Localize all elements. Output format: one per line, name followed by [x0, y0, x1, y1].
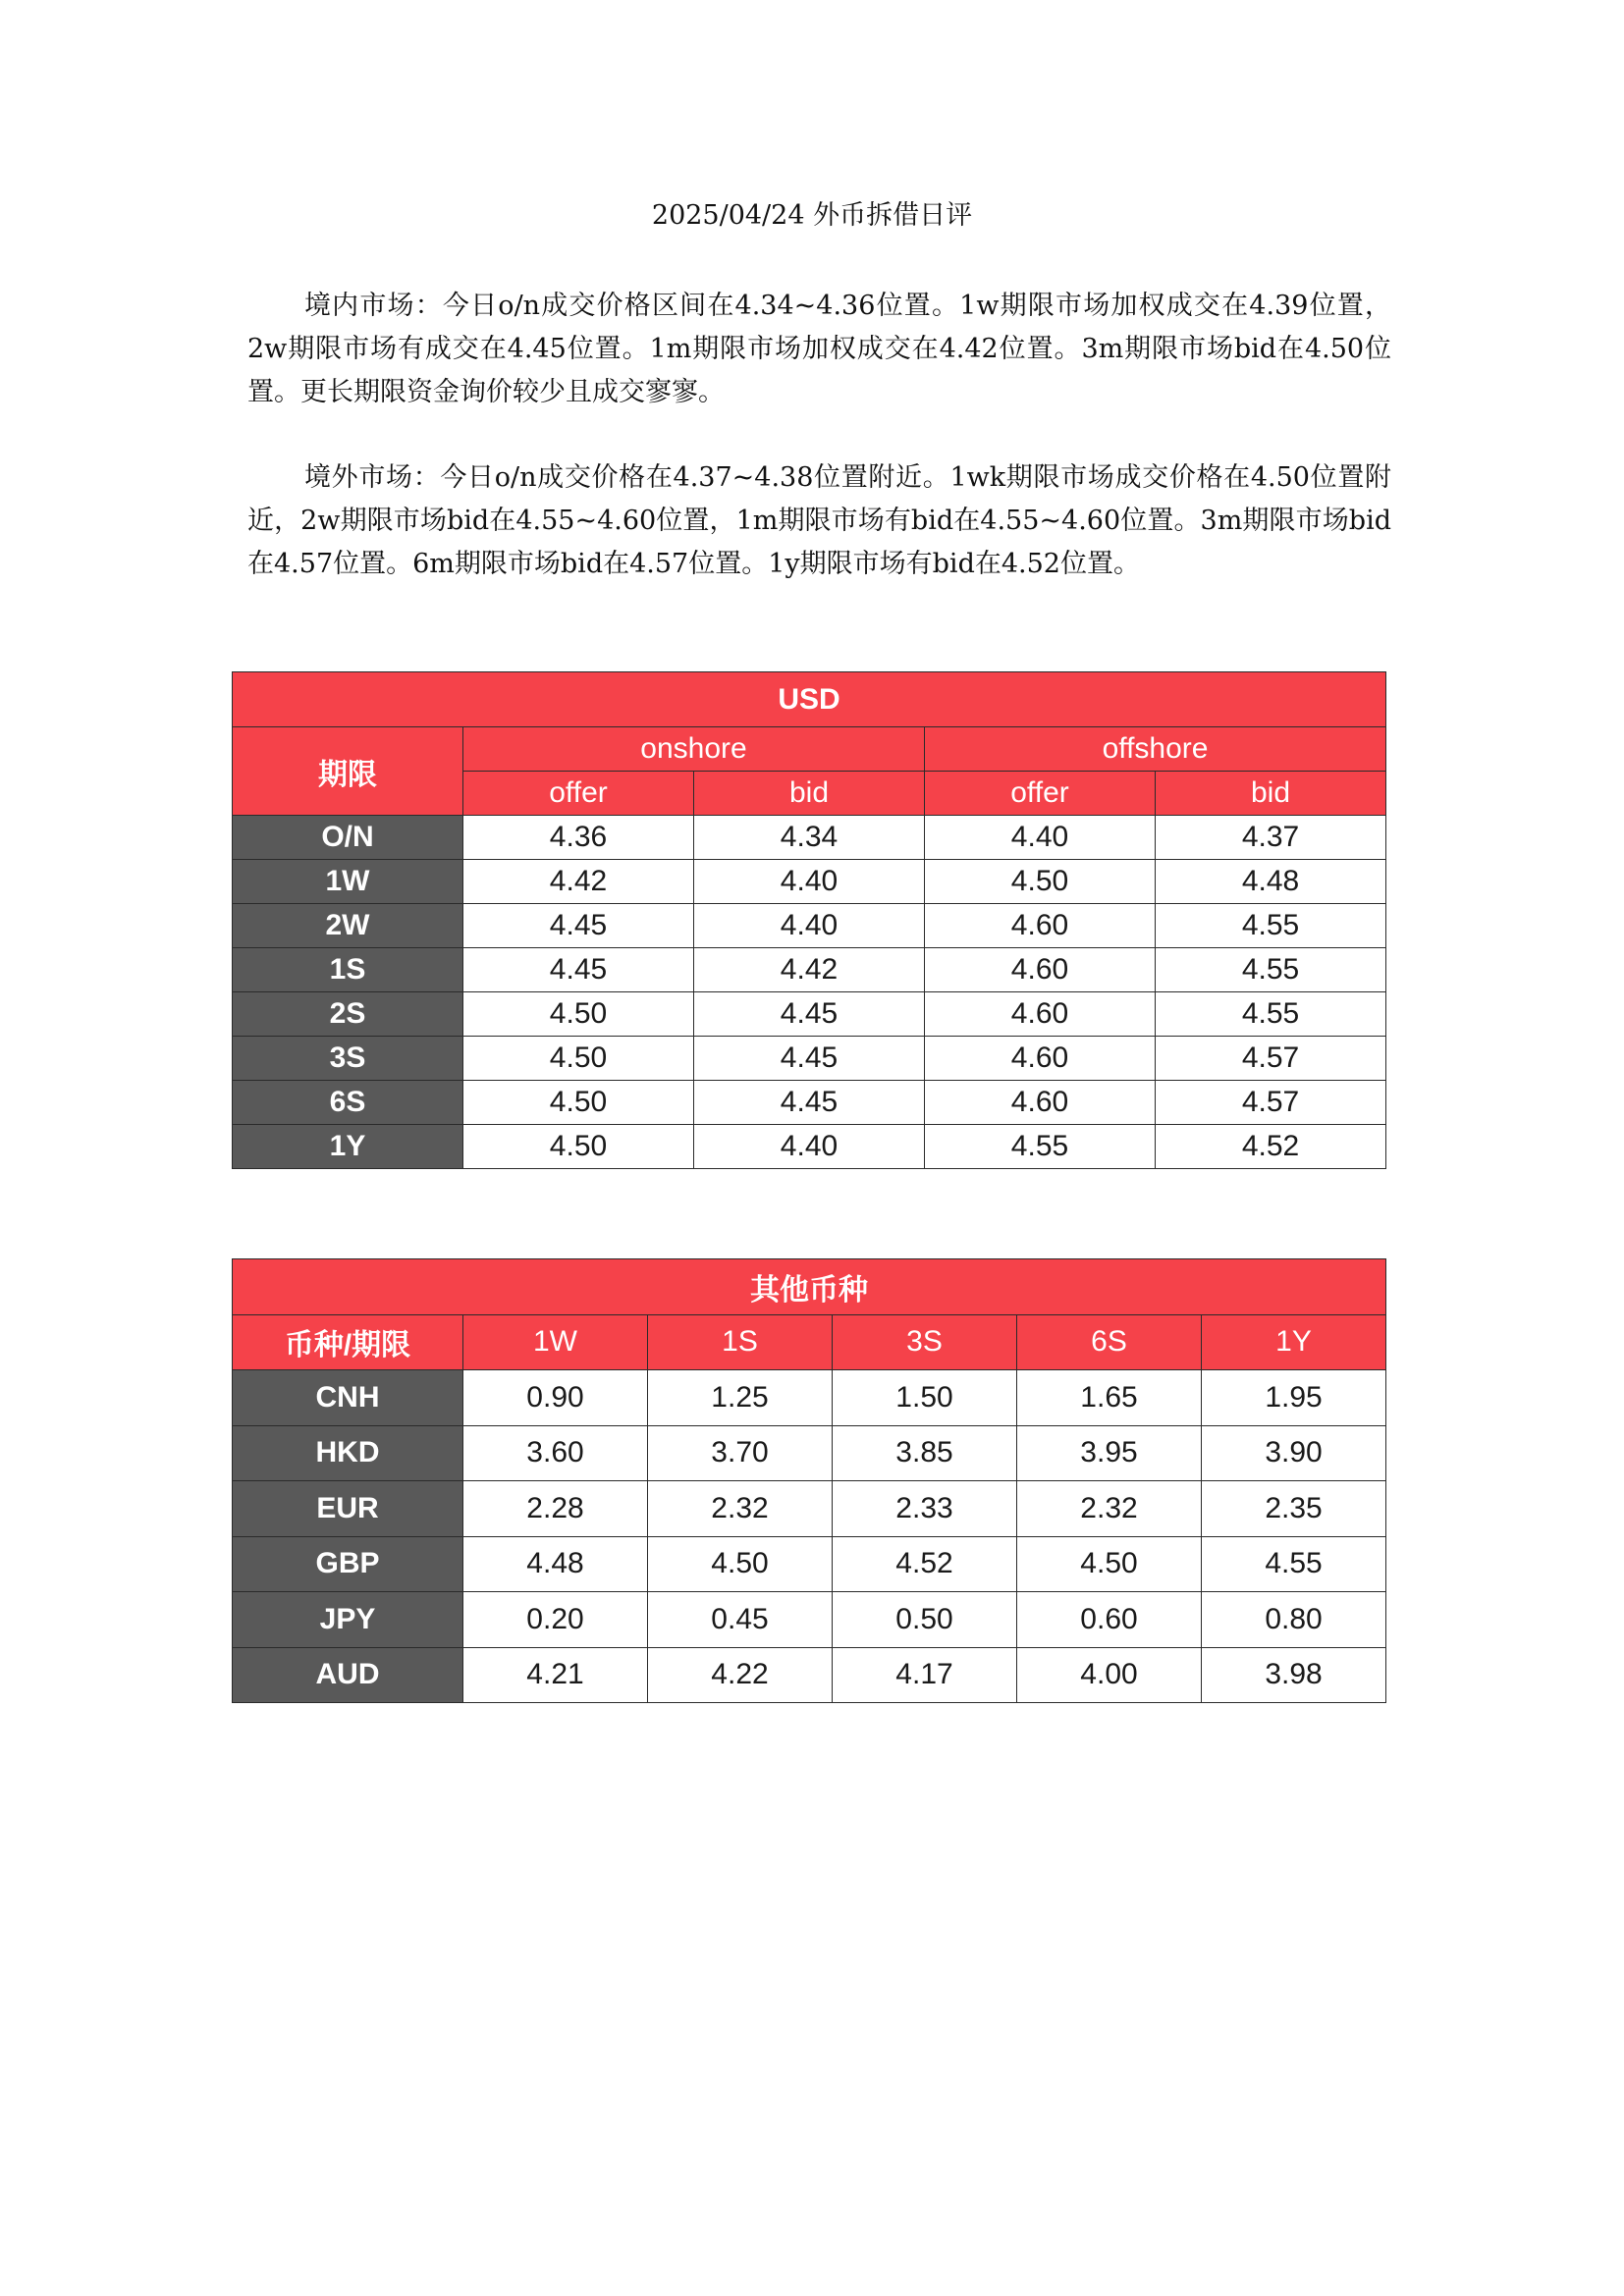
usd-table-row: [233, 948, 1386, 992]
onshore-group-header: onshore: [463, 727, 925, 772]
rate-cell: 4.55: [1156, 904, 1386, 948]
rate-cell: 4.55: [1156, 992, 1386, 1037]
rate-cell: 0.90: [463, 1370, 648, 1426]
rate-cell: 4.50: [463, 992, 694, 1037]
currency-cell: EUR: [233, 1481, 463, 1537]
currency-table-row: [233, 1647, 1386, 1703]
usd-table-row: [233, 816, 1386, 860]
term-cell: O/N: [233, 816, 463, 860]
rate-cell: 3.60: [463, 1425, 648, 1481]
rate-cell: 4.55: [1202, 1536, 1386, 1592]
term-cell: 3S: [233, 1037, 463, 1081]
rate-cell: 4.45: [463, 904, 694, 948]
term-cell: 1Y: [233, 1125, 463, 1169]
usd-table-row: [233, 992, 1386, 1037]
currency-cell: GBP: [233, 1536, 463, 1592]
rate-cell: 4.55: [925, 1125, 1156, 1169]
rate-cell: 4.50: [463, 1037, 694, 1081]
term-cell: 2S: [233, 992, 463, 1037]
onshore-offer-header: offer: [463, 772, 694, 816]
rate-cell: 4.45: [694, 1037, 925, 1081]
rate-cell: 4.60: [925, 1081, 1156, 1125]
rate-cell: 4.60: [925, 1037, 1156, 1081]
rate-cell: 4.52: [833, 1536, 1017, 1592]
rate-cell: 4.21: [463, 1647, 648, 1703]
rate-cell: 4.45: [694, 1081, 925, 1125]
rate-cell: 4.50: [463, 1081, 694, 1125]
rate-cell: 4.42: [694, 948, 925, 992]
rate-cell: 3.95: [1017, 1425, 1202, 1481]
rate-cell: 0.50: [833, 1592, 1017, 1648]
rate-cell: 4.45: [694, 992, 925, 1037]
offshore-market-paragraph: 境外市场：今日o/n成交价格在4.37~4.38位置附近。1wk期限市场成交价格在4.50位置附近，2w期限市场bid在4.55~4.60位置，1m期限市场有bid在4.55~4.60位置。3m期限市场bid在4.57位置。6m期限市场bid在4.57位置。1y期限市场有bid在4.52位置。: [247, 462, 1391, 579]
rate-cell: 0.45: [648, 1592, 833, 1648]
rate-cell: 4.50: [1017, 1536, 1202, 1592]
rate-cell: 1.25: [648, 1370, 833, 1426]
offshore-group-header: offshore: [925, 727, 1386, 772]
rate-cell: 3.85: [833, 1425, 1017, 1481]
currency-cell: HKD: [233, 1425, 463, 1481]
offshore-offer-header: offer: [925, 772, 1156, 816]
rate-cell: 4.50: [463, 1125, 694, 1169]
rate-cell: 4.34: [694, 816, 925, 860]
rate-cell: 2.32: [1017, 1481, 1202, 1537]
rate-cell: 4.48: [463, 1536, 648, 1592]
usd-table-row: [233, 1081, 1386, 1125]
rate-cell: 4.60: [925, 992, 1156, 1037]
rate-cell: 4.57: [1156, 1081, 1386, 1125]
usd-table-row: [233, 1125, 1386, 1169]
rate-cell: 4.40: [694, 1125, 925, 1169]
currency-cell: JPY: [233, 1592, 463, 1648]
term-column-header: 1S: [648, 1314, 833, 1370]
other-table-title: 其他币种: [233, 1259, 1386, 1315]
rate-cell: 1.95: [1202, 1370, 1386, 1426]
term-column-header: 1Y: [1202, 1314, 1386, 1370]
term-header: 期限: [233, 727, 463, 816]
rate-cell: 4.50: [648, 1536, 833, 1592]
rate-cell: 4.22: [648, 1647, 833, 1703]
term-cell: 1S: [233, 948, 463, 992]
rate-cell: 4.40: [694, 904, 925, 948]
rate-cell: 4.50: [925, 860, 1156, 904]
currency-term-header: 币种/期限: [233, 1314, 463, 1370]
term-cell: 2W: [233, 904, 463, 948]
rate-cell: 4.52: [1156, 1125, 1386, 1169]
rate-cell: 4.36: [463, 816, 694, 860]
page-title: 2025/04/24 外币拆借日评: [651, 200, 973, 231]
rate-cell: 3.70: [648, 1425, 833, 1481]
rate-cell: 2.28: [463, 1481, 648, 1537]
rate-cell: 2.32: [648, 1481, 833, 1537]
rate-cell: 0.60: [1017, 1592, 1202, 1648]
currency-table-row: [233, 1425, 1386, 1481]
currency-cell: CNH: [233, 1370, 463, 1426]
currency-table-row: [233, 1592, 1386, 1648]
rate-cell: 2.35: [1202, 1481, 1386, 1537]
rate-cell: 4.48: [1156, 860, 1386, 904]
rate-cell: 0.20: [463, 1592, 648, 1648]
onshore-bid-header: bid: [694, 772, 925, 816]
term-column-header: 3S: [833, 1314, 1017, 1370]
other-table-body: [233, 1370, 1386, 1703]
rate-cell: 4.57: [1156, 1037, 1386, 1081]
rate-cell: 0.80: [1202, 1592, 1386, 1648]
onshore-market-paragraph: 境内市场：今日o/n成交价格区间在4.34~4.36位置。1w期限市场加权成交在4.39位置，2w期限市场有成交在4.45位置。1m期限市场加权成交在4.42位置。3m期限市场bid在4.50位置。更长期限资金询价较少且成交寥寥。: [247, 291, 1391, 407]
rate-cell: 1.50: [833, 1370, 1017, 1426]
rate-cell: 3.90: [1202, 1425, 1386, 1481]
currency-table-row: [233, 1536, 1386, 1592]
term-column-header: 1W: [463, 1314, 648, 1370]
usd-rates-table: [232, 671, 1386, 1169]
rate-cell: 3.98: [1202, 1647, 1386, 1703]
rate-cell: 4.37: [1156, 816, 1386, 860]
offshore-bid-header: bid: [1156, 772, 1386, 816]
usd-table-row: [233, 860, 1386, 904]
term-cell: 6S: [233, 1081, 463, 1125]
rate-cell: 4.45: [463, 948, 694, 992]
rate-cell: 4.60: [925, 948, 1156, 992]
rate-cell: 4.42: [463, 860, 694, 904]
rate-cell: 4.55: [1156, 948, 1386, 992]
term-column-header: 6S: [1017, 1314, 1202, 1370]
rate-cell: 1.65: [1017, 1370, 1202, 1426]
usd-table-row: [233, 1037, 1386, 1081]
currency-table-row: [233, 1370, 1386, 1426]
usd-table-title: USD: [233, 672, 1386, 727]
rate-cell: 4.40: [694, 860, 925, 904]
rate-cell: 4.00: [1017, 1647, 1202, 1703]
rate-cell: 2.33: [833, 1481, 1017, 1537]
usd-table-row: [233, 904, 1386, 948]
term-cell: 1W: [233, 860, 463, 904]
rate-cell: 4.40: [925, 816, 1156, 860]
rate-cell: 4.17: [833, 1647, 1017, 1703]
usd-table-body: [233, 816, 1386, 1169]
other-currencies-table: [232, 1258, 1386, 1703]
rate-cell: 4.60: [925, 904, 1156, 948]
currency-table-row: [233, 1481, 1386, 1537]
currency-cell: AUD: [233, 1647, 463, 1703]
